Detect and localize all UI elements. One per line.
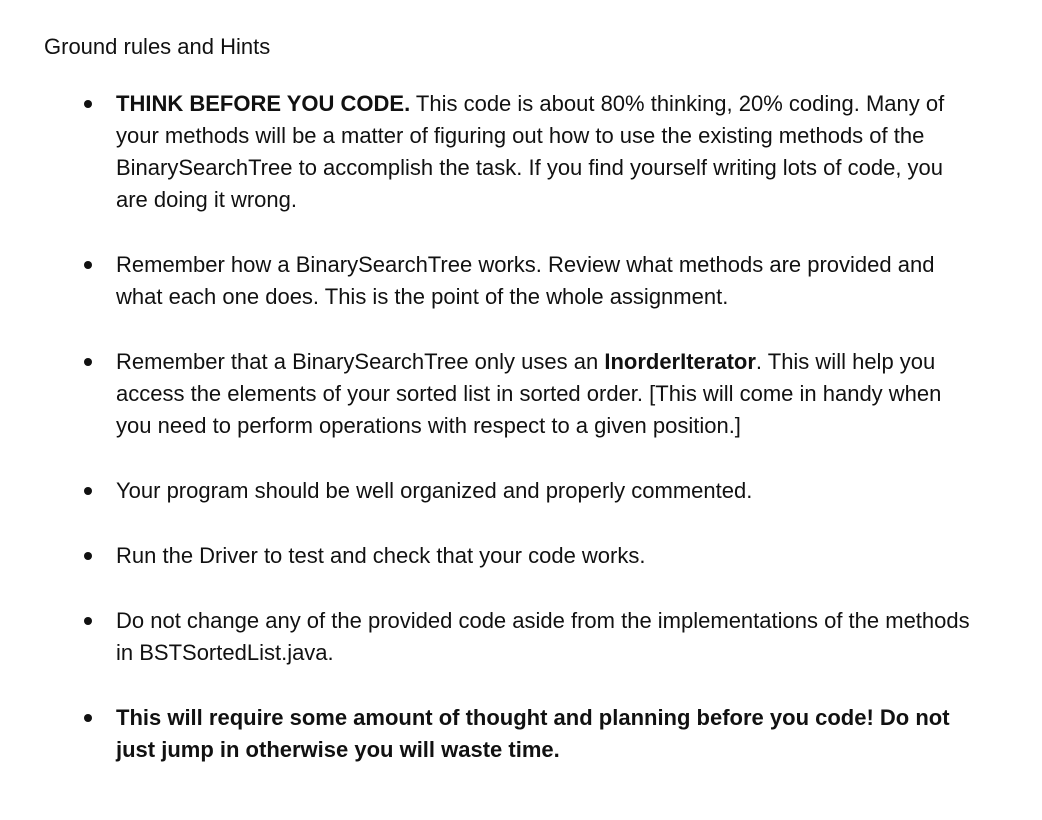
bullet-text: [116, 88, 976, 216]
bullet-text: Do not change any of the provided code aside from the implementations of the methods in BSTSortedList.java.: [116, 608, 970, 665]
body-text: . This will help you access the elements of your sorted list in sorted order. [This will come in handy when you need to perform operations with respect to a given position.]: [116, 349, 942, 438]
bullet-icon: [84, 100, 92, 108]
hints-list: [0, 88, 1042, 766]
list-item: [0, 702, 976, 766]
bullet-icon: [84, 261, 92, 269]
emphasis-text: THINK BEFORE YOU CODE.: [116, 91, 411, 116]
bullet-icon: [84, 552, 92, 560]
list-item: [0, 540, 976, 572]
body-text: Remember that a BinarySearchTree only uses an: [116, 349, 599, 374]
list-item: [0, 346, 976, 442]
list-item: [0, 605, 976, 669]
bullet-text: Run the Driver to test and check that your code works.: [116, 543, 646, 568]
bullet-text: Remember how a BinarySearchTree works. Review what methods are provided and what each one does. This is the point of the whole assignment.: [116, 252, 935, 309]
section-heading: Ground rules and Hints: [44, 34, 271, 59]
body-text: This code is about 80% thinking, 20% coding. Many of your methods will be a matter of figuring out how to use the existing methods of the BinarySearchTree to accomplish the task. If you find yourself writing lots of code, you are doing it wrong.: [116, 91, 945, 212]
bullet-text: Your program should be well organized and properly commented.: [116, 478, 753, 503]
list-item: [0, 88, 976, 216]
list-item: [0, 249, 976, 313]
list-item: [0, 475, 976, 507]
bullet-icon: [84, 487, 92, 495]
emphasis-text: InorderIterator: [604, 349, 756, 374]
bullet-icon: [84, 714, 92, 722]
bullet-icon: [84, 358, 92, 366]
bullet-icon: [84, 617, 92, 625]
bullet-text: This will require some amount of thought and planning before you code! Do not just jump in otherwise you will waste time.: [116, 705, 950, 762]
bullet-text: [116, 346, 976, 442]
